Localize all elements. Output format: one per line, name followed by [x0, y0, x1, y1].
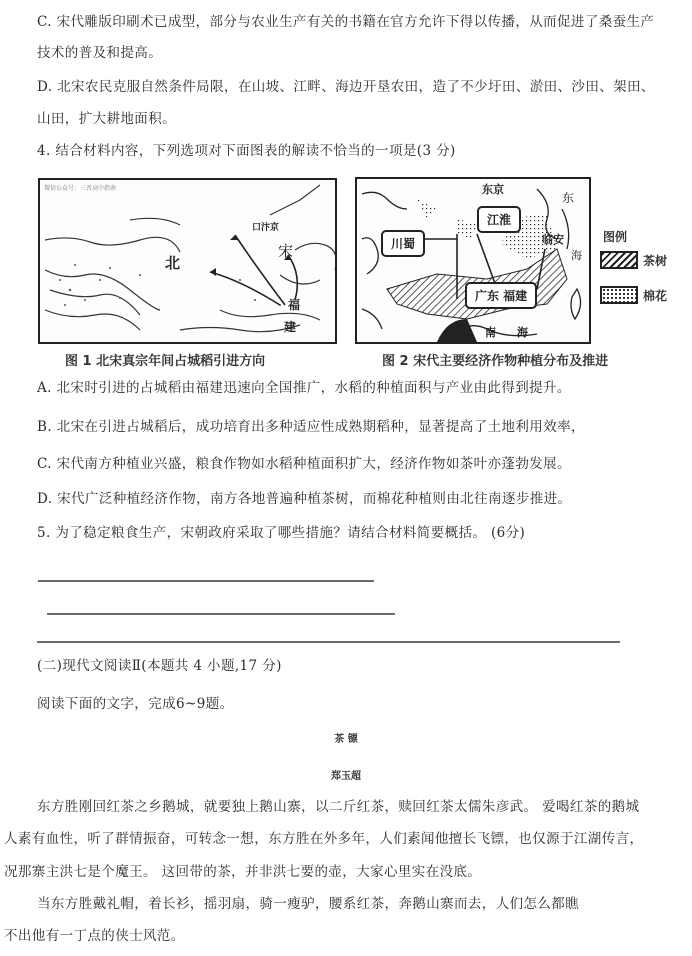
map-label-dong: 东	[562, 191, 575, 205]
question-5-stem: 5. 为了稳定粮食生产，宋朝政府采取了哪些措施？请结合材料简要概括。 (6分)	[37, 525, 526, 541]
figure-2-caption: 图 2 宋代主要经济作物种植分布及推进	[382, 354, 609, 369]
map-label-linan: 临安	[542, 233, 564, 246]
option-d-q3-line2: 山田，扩大耕地面积。	[37, 111, 176, 127]
paragraph-1-line-3: 况那寨主洪七是个魔王。 这回带的茶，并非洪七要的壶，大家心里实在没底。	[4, 864, 482, 880]
map-label-song: 宋	[278, 242, 294, 260]
watermark-text: 微信公众号：三晋高中指南	[44, 185, 117, 192]
paragraph-1-line-1: 东方胜刚回红茶之乡鹅城，就要独上鹅山寨，以二斤红茶，赎回红茶太儒朱彦武。 爱喝红茶的鹅城	[37, 799, 640, 815]
section-2-heading: (二)现代文阅读Ⅱ(本题共 4 小题,17 分)	[37, 658, 282, 674]
map-label-guangdong-fujian: 广东 福建	[465, 282, 537, 309]
map-label-dongjing: 东京	[482, 183, 504, 196]
map-label-bianjing: 口汴京	[252, 223, 280, 233]
map-label-chuanshu: 川蜀	[381, 230, 425, 257]
answer-line-2[interactable]	[47, 613, 395, 615]
answer-line-3[interactable]	[37, 641, 620, 643]
legend-tea-label: 茶树	[643, 254, 668, 268]
map-outline-graphic	[357, 179, 589, 342]
figure-1-caption: 图 1 北宋真宗年间占城稻引进方向	[65, 354, 266, 369]
paragraph-1-line-2: 人素有血性，听了群情振奋，可转念一想，东方胜在外多年，人们素闻他擅长飞镖，也仅源于江湖传言，	[4, 831, 644, 847]
article-title: 茶 镖	[334, 734, 358, 745]
map-label-bei: 北	[165, 254, 181, 272]
legend-cotton-label: 棉花	[643, 289, 668, 303]
option-b-q4: B. 北宋在引进占城稻后，成功培育出多种适应性成熟期稻种，显著提高了土地利用效率，	[37, 419, 585, 435]
figure-1-map	[38, 178, 337, 344]
map-label-nan: 南	[485, 326, 496, 339]
answer-line-1[interactable]	[38, 580, 374, 582]
figure-2-map	[355, 177, 591, 344]
map-label-jianghuai: 江淮	[477, 206, 521, 233]
question-4-stem: 4. 结合材料内容，下列选项对下面图表的解读不恰当的一项是(3 分)	[37, 143, 456, 159]
map-label-hai: 海	[571, 249, 582, 262]
article-author: 郑玉超	[331, 771, 361, 782]
map-label-jian: 建	[284, 320, 297, 334]
legend-title: 图例	[603, 230, 628, 244]
option-d-q4: D. 宋代广泛种植经济作物，南方各地普遍种植茶树，而棉花种植则由北往南逐步推进。	[37, 491, 572, 507]
paragraph-2-line-2: 不出他有一丁点的侠士风范。	[4, 928, 185, 944]
option-c-q4: C. 宋代南方种植业兴盛，粮食作物如水稻种植面积扩大，经济作物如茶叶亦蓬勃发展。	[37, 456, 571, 472]
option-c-q3-line2: 技术的普及和提高。	[37, 45, 163, 61]
legend-cotton-swatch	[600, 286, 638, 304]
option-c-q3-line1: C. 宋代雕版印刷术已成型，部分与农业生产有关的书籍在官方允许下得以传播，从而促进了桑蚕生产	[37, 14, 655, 30]
legend-tea-swatch	[600, 251, 638, 269]
option-a-q4: A. 北宋时引进的占城稻由福建迅速向全国推广，水稻的种植面积与产业由此得到提升。	[37, 380, 571, 396]
option-d-q3-line1: D. 北宋农民克服自然条件局限，在山坡、江畔、海边开垦农田，造了不少圩田、淤田、沙田、架田、	[37, 79, 655, 95]
map-label-fu: 福	[288, 298, 301, 312]
paragraph-2-line-1: 当东方胜戴礼帽，着长衫，摇羽扇，骑一瘦驴，腰系红茶，奔鹅山寨而去，人们怎么都瞧	[37, 896, 580, 912]
section-2-instruction: 阅读下面的文字，完成6~9题。	[37, 696, 234, 712]
map-label-hai-south: 海	[517, 326, 528, 339]
